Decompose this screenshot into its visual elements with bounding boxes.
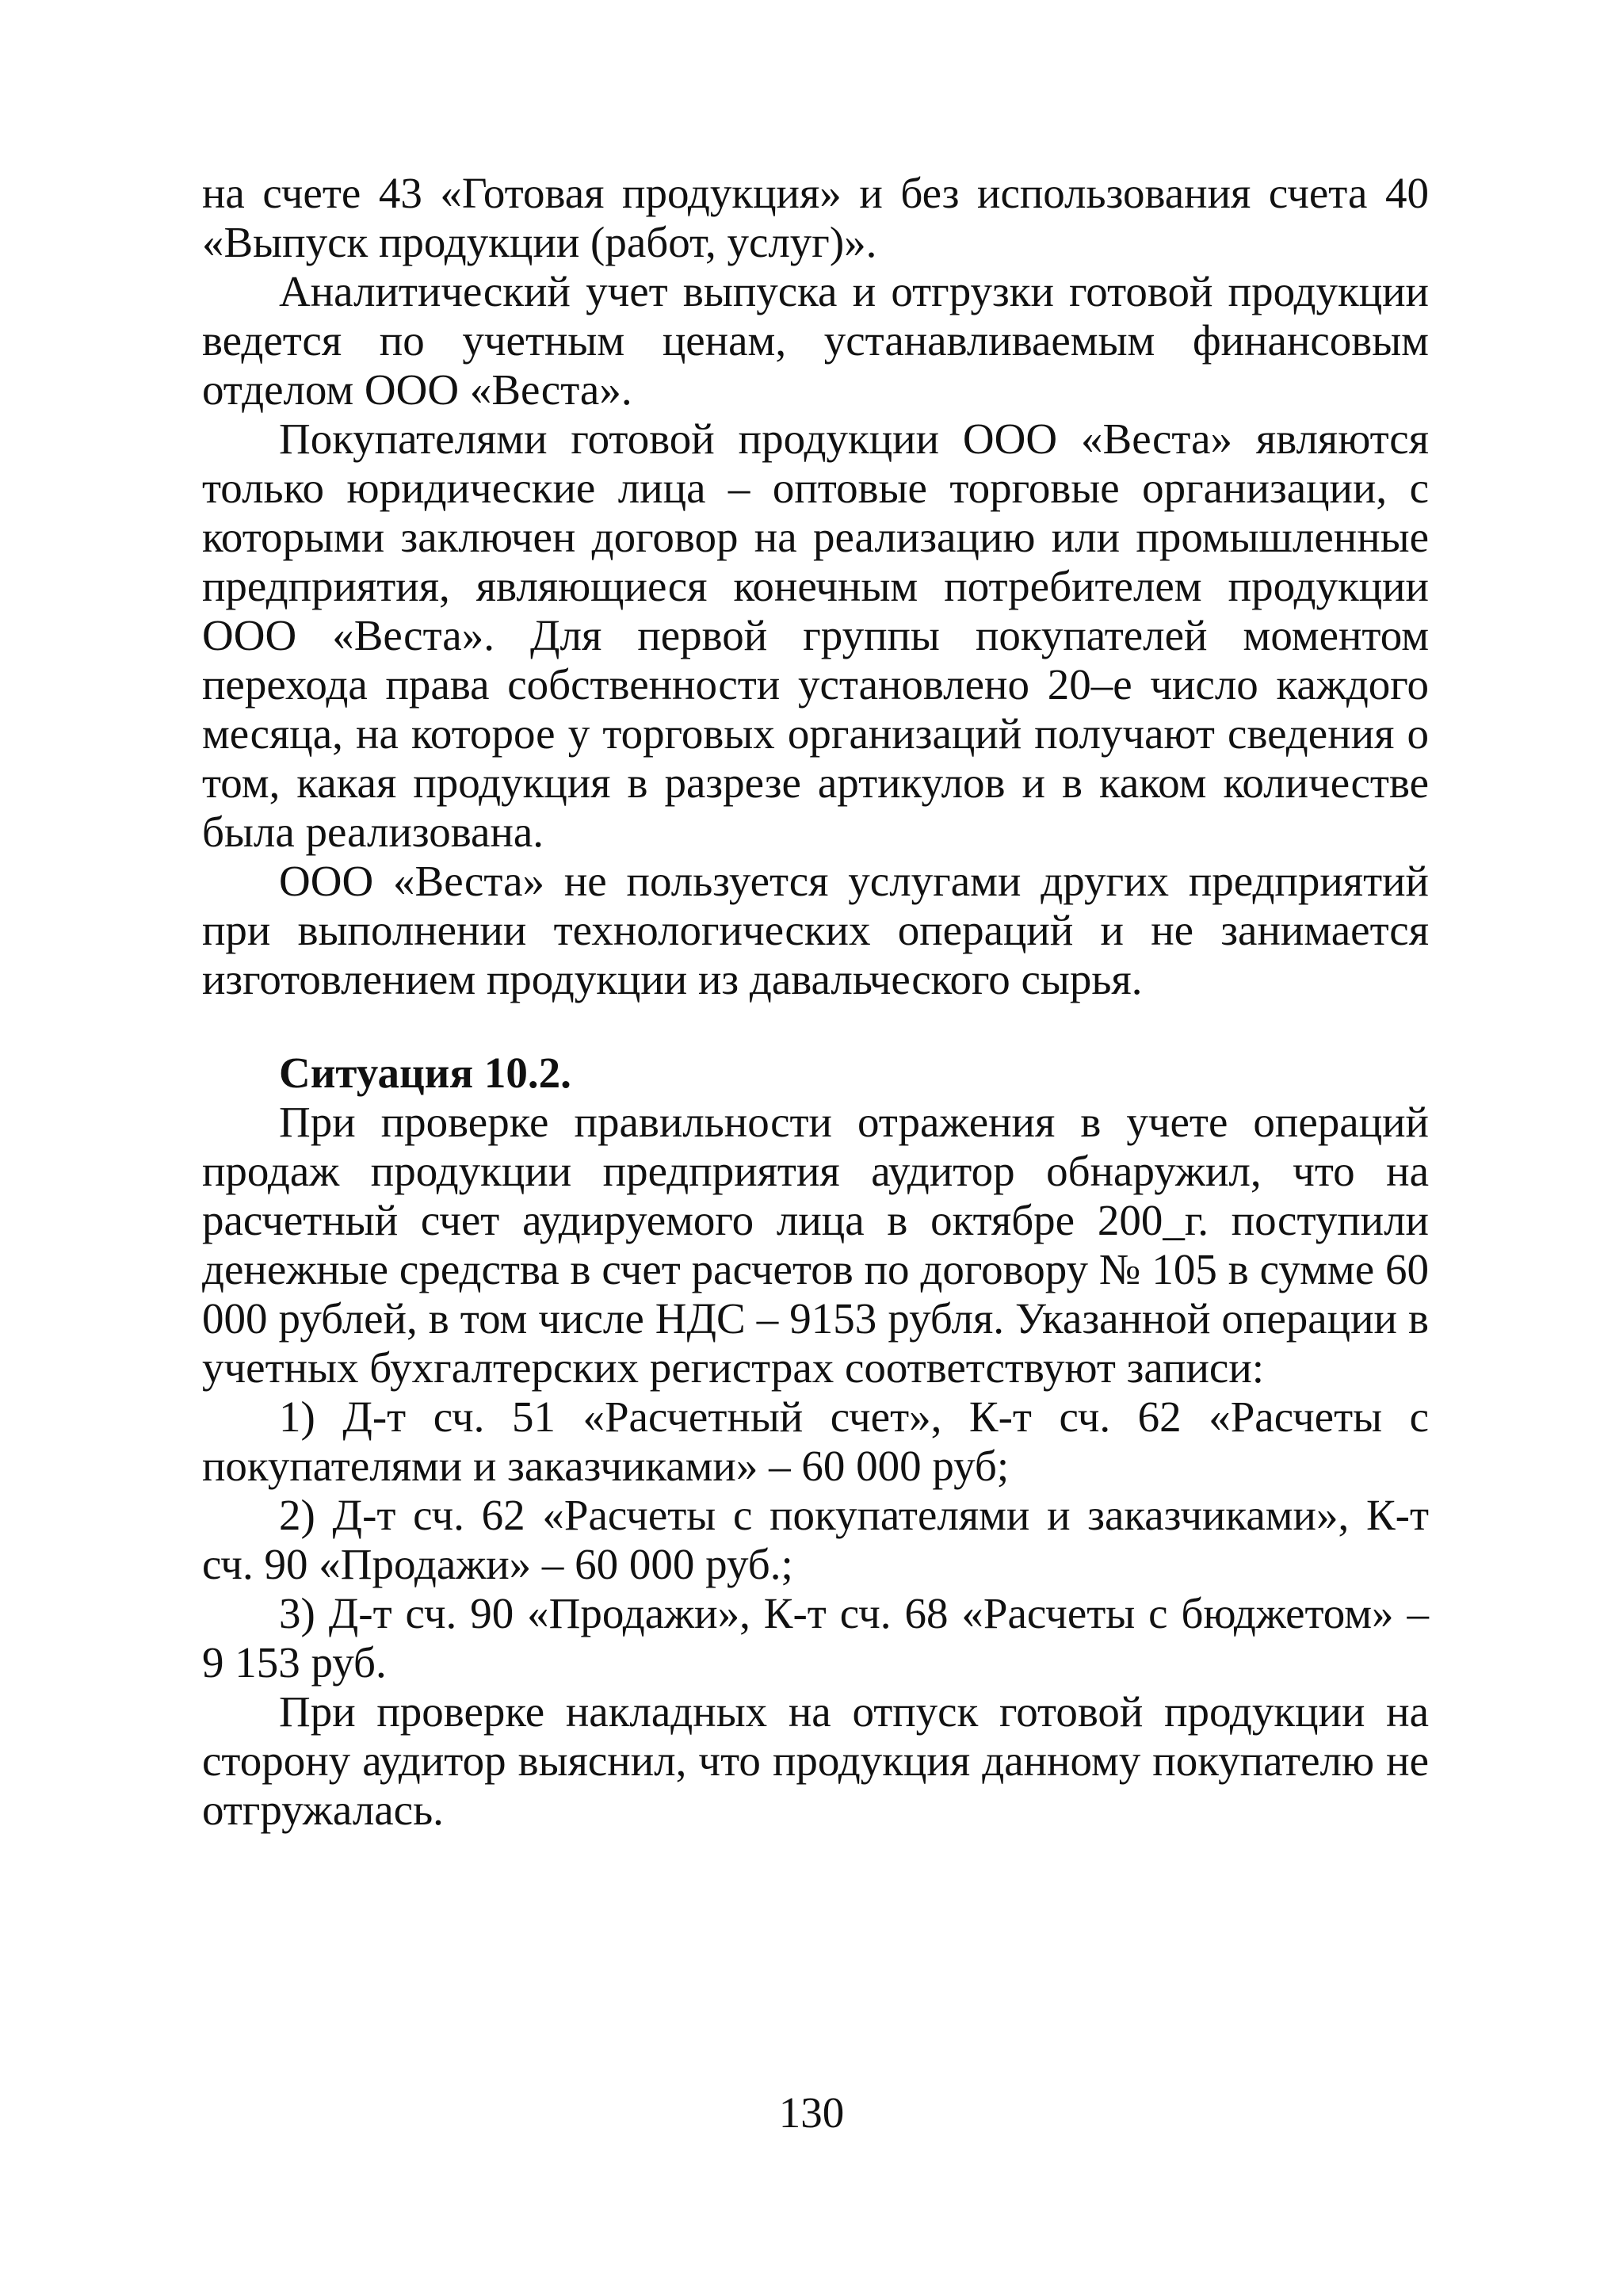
paragraph: ООО «Веста» не пользуется услугами других предприятий при выполнении технологических операций и не занимается изготовлением продукции из давальческого сырья.	[202, 857, 1429, 1003]
paragraph: При проверке правильности отражения в учете операций продаж продукции предприятия аудитор обнаружил, что на расчетный счет аудируемого лица в октябре 200_г. поступили денежные средства в счет расчетов по договору № 105 в сумме 60 000 рублей, в том числе НДС – 9153 рубля. Указанной операции в учетных бухгалтерских регистрах соответствуют записи:	[202, 1098, 1429, 1392]
paragraph: на счете 43 «Готовая продукция» и без использования счета 40 «Выпуск продукции (работ, услуг)».	[202, 169, 1429, 266]
body-text	[202, 169, 1429, 1835]
section-heading: Ситуация 10.2.	[279, 1049, 571, 1097]
paragraph: Покупателями готовой продукции ООО «Веста» являются только юридические лица – оптовые торговые организации, с которыми заключен договор на реализацию или промышленные предприятия, являющиеся конечным потребителем продукции ООО «Веста». Для первой группы покупателей моментом перехода права собственности установлено 20–е число каждого месяца, на которое у торговых организаций получают сведения о том, какая продукция в разрезе артикулов и в каком количестве была реализована.	[202, 415, 1429, 856]
paragraph: При проверке накладных на отпуск готовой продукции на сторону аудитор выяснил, что продукция данному покупателю не отгружалась.	[202, 1687, 1429, 1834]
page-number: 130	[778, 2088, 845, 2137]
paragraph: Аналитический учет выпуска и отгрузки готовой продукции ведется по учетным ценам, устанавливаемым финансовым отделом ООО «Веста».	[202, 267, 1429, 414]
section-spacer	[202, 1004, 1429, 1049]
list-item: 1) Д-т сч. 51 «Расчетный счет», К-т сч. 62 «Расчеты с покупателями и заказчиками» – 60 000 руб;	[202, 1392, 1429, 1490]
list-item: 3) Д-т сч. 90 «Продажи», К-т сч. 68 «Расчеты с бюджетом» – 9 153 руб.	[202, 1589, 1429, 1687]
list-item: 2) Д-т сч. 62 «Расчеты с покупателями и заказчиками», К-т сч. 90 «Продажи» – 60 000 руб.;	[202, 1491, 1429, 1588]
